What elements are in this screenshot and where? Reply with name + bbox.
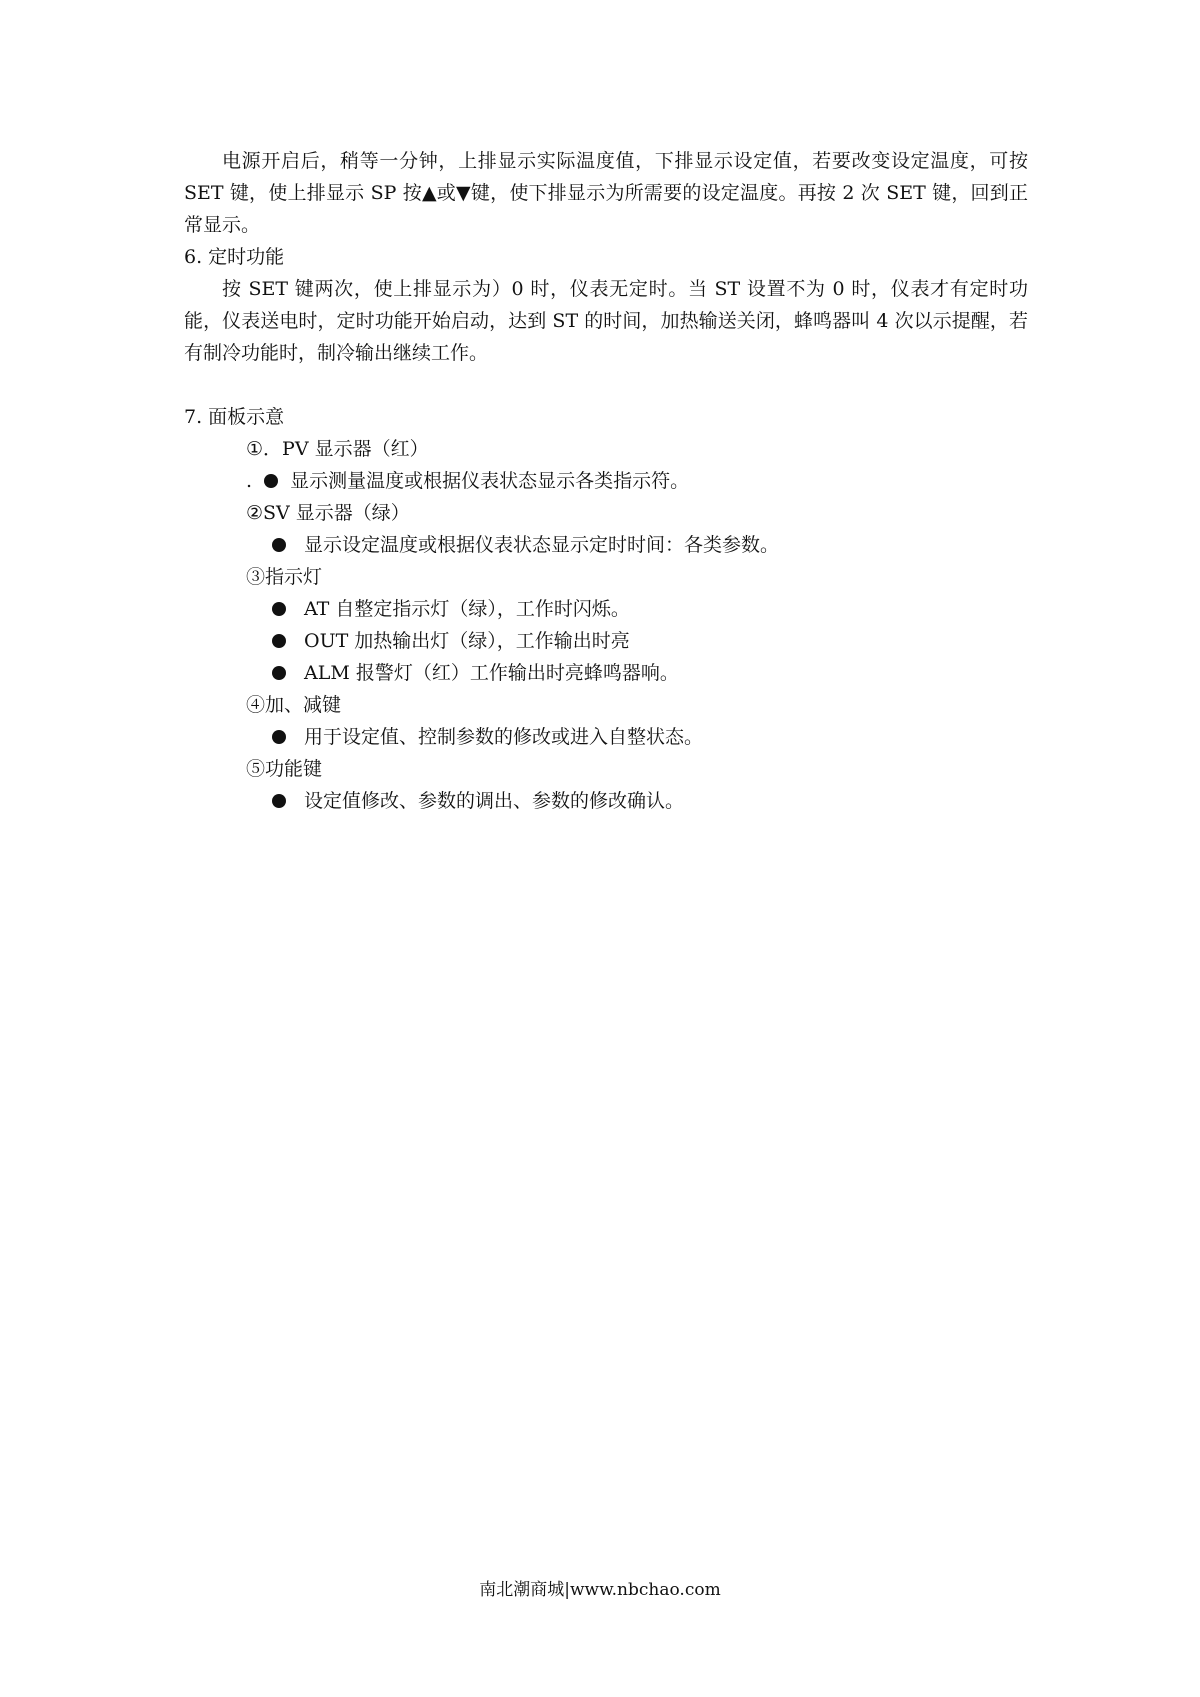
at-light-bullet bbox=[272, 593, 630, 625]
bullet-text: ALM 报警灯（红）工作输出时亮蜂鸣器响。 bbox=[304, 662, 679, 684]
bullet-text: 设定值修改、参数的调出、参数的修改确认。 bbox=[304, 790, 685, 812]
bullet-dot-icon bbox=[272, 666, 286, 680]
pv-display-title: ①．PV 显示器（红） bbox=[246, 438, 429, 460]
function-key-title: ⑤功能键 bbox=[246, 758, 323, 780]
function-key-bullet bbox=[272, 785, 684, 817]
bullet-text: 显示测量温度或根据仪表状态显示各类指示符。 bbox=[290, 470, 690, 492]
pv-display-bullet bbox=[246, 465, 689, 497]
bullet-dot-icon bbox=[264, 474, 278, 488]
bullet-dot-icon bbox=[272, 538, 286, 552]
bullet-dot-icon bbox=[272, 794, 286, 808]
bullet-text: 显示设定温度或根据仪表状态显示定时时间：各类参数。 bbox=[304, 534, 780, 556]
bullet-dot-icon bbox=[272, 634, 286, 648]
bullet-prefix: . bbox=[246, 470, 253, 492]
plus-minus-keys-bullet bbox=[272, 721, 703, 753]
bullet-text: OUT 加热输出灯（绿），工作输出时亮 bbox=[304, 630, 630, 652]
bullet-text: AT 自整定指示灯（绿），工作时闪烁。 bbox=[304, 598, 630, 620]
bullet-dot-icon bbox=[272, 602, 286, 616]
bullet-text: 用于设定值、控制参数的修改或进入自整状态。 bbox=[304, 726, 704, 748]
out-light-bullet bbox=[272, 625, 630, 657]
plus-minus-keys-title: ④加、减键 bbox=[246, 694, 342, 716]
indicator-lights-title: ③指示灯 bbox=[246, 566, 323, 588]
section-7-heading: 7. 面板示意 bbox=[184, 406, 285, 428]
sv-display-title: ②SV 显示器（绿） bbox=[246, 502, 410, 524]
section-6-heading: 6. 定时功能 bbox=[184, 246, 285, 268]
page-footer: 南北潮商城|www.nbchao.com bbox=[479, 1580, 721, 1600]
sv-display-bullet bbox=[272, 529, 779, 561]
bullet-dot-icon bbox=[272, 730, 286, 744]
section-6-paragraph: 按 SET 键两次，使上排显示为）0 时，仪表无定时。当 ST 设置不为 0 时，仪表才有定时功能，仪表送电时，定时功能开始启动，达到 ST 的时间，加热输送关闭，蜂鸣器叫 4 次以示提醒，若有制冷功能时，制冷输出继续工作。 bbox=[184, 278, 1028, 364]
intro-paragraph: 电源开启后，稍等一分钟，上排显示实际温度值，下排显示设定值，若要改变设定温度，可按 SET 键，使上排显示 SP 按▲或▼键，使下排显示为所需要的设定温度。再按 2 次 SET 键，回到正常显示。 bbox=[184, 150, 1028, 236]
alm-light-bullet bbox=[272, 657, 679, 689]
